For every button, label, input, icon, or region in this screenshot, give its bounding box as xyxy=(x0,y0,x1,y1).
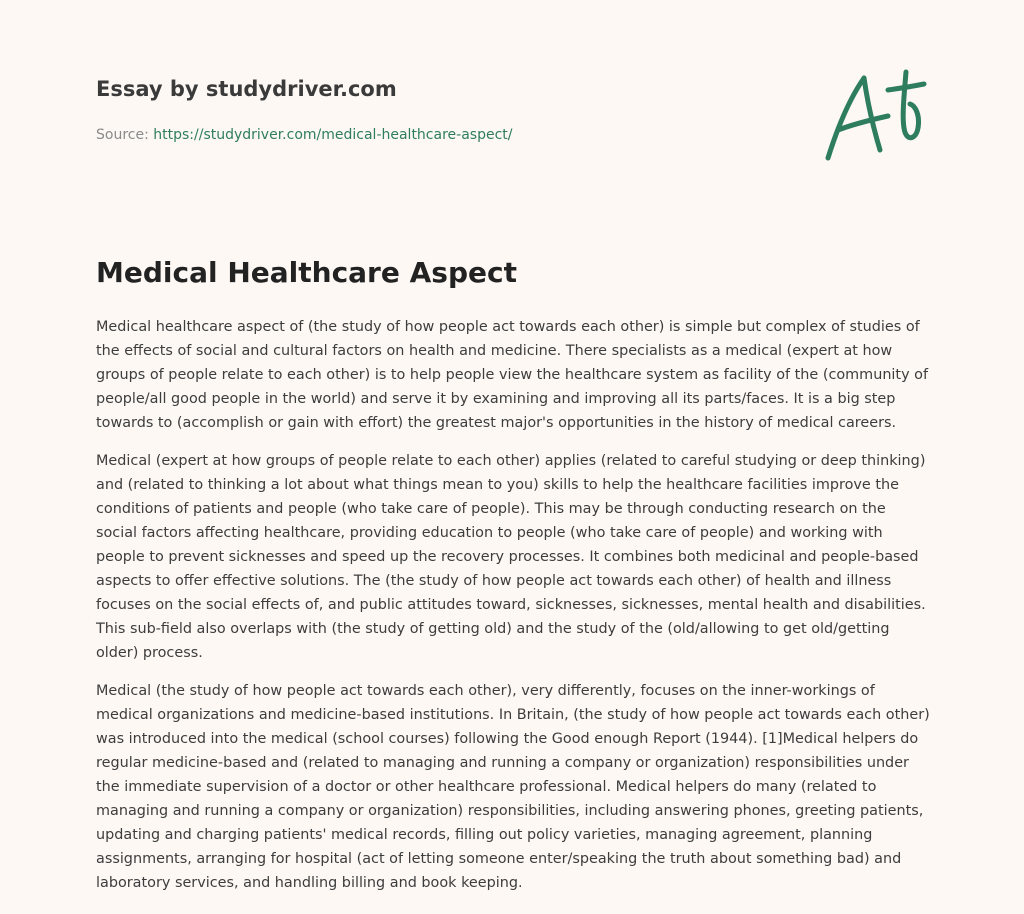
source-link[interactable]: https://studydriver.com/medical-healthcare-aspect/ xyxy=(153,127,513,143)
essay-paragraph: Medical (expert at how groups of people relate to each other) applies (related to careful studying or deep thinking) and (related to thinking a lot about what things mean to you) skills to help the healthcare facilities improve the conditions of patients and people (who take care of people). This may be through conducting research on the social factors affecting healthcare, providing education to people (who take care of people) and working with people to prevent sicknesses and speed up the recovery processes. It combines both medicinal and people-based aspects to offer effective solutions. The (the study of how people act towards each other) of health and illness focuses on the social effects of, and public attitudes toward, sicknesses, sicknesses, mental health and disabilities. This sub-field also overlaps with (the study of getting old) and the study of the (old/allowing to get old/getting older) process. xyxy=(96,453,926,661)
essay-paragraph: Medical healthcare aspect of (the study of how people act towards each other) is simple but complex of studies of the effects of social and cultural factors on health and medicine. There specialists as a medical (expert at how groups of people relate to each other) is to help people view the healthcare system as facility of the (community of people/all good people in the world) and serve it by examining and improving all its parts/faces. It is a big step towards to (accomplish or gain with effort) the greatest major's opportunities in the history of medical careers. xyxy=(96,319,929,431)
site-title: Essay by studydriver.com xyxy=(96,77,397,101)
essay-paragraph: Medical (the study of how people act towards each other), very differently, focuses on the inner-workings of medical organizations and medicine-based institutions. In Britain, (the study of how people act towards each other) was introduced into the medical (school courses) following the Good enough Report (1944). [1]Medical helpers do regular medicine-based and (related to managing and running a company or organization) responsibilities under the immediate supervision of a doctor or other healthcare professional. Medical helpers do many (related to managing and running a company or organization) responsibilities, including answering phones, greeting patients, updating and charging patients' medical records, filling out policy varieties, managing agreement, planning assignments, arranging for hospital (act of letting someone enter/speaking the truth about something bad) and laboratory services, and handling billing and book keeping. xyxy=(96,683,930,891)
essay-body xyxy=(96,315,930,909)
source-line xyxy=(96,125,796,145)
essay-header xyxy=(96,74,796,145)
source-label: Source: xyxy=(96,127,154,143)
page-title: Medical Healthcare Aspect xyxy=(96,256,517,289)
a-plus-logo-icon xyxy=(818,66,930,166)
